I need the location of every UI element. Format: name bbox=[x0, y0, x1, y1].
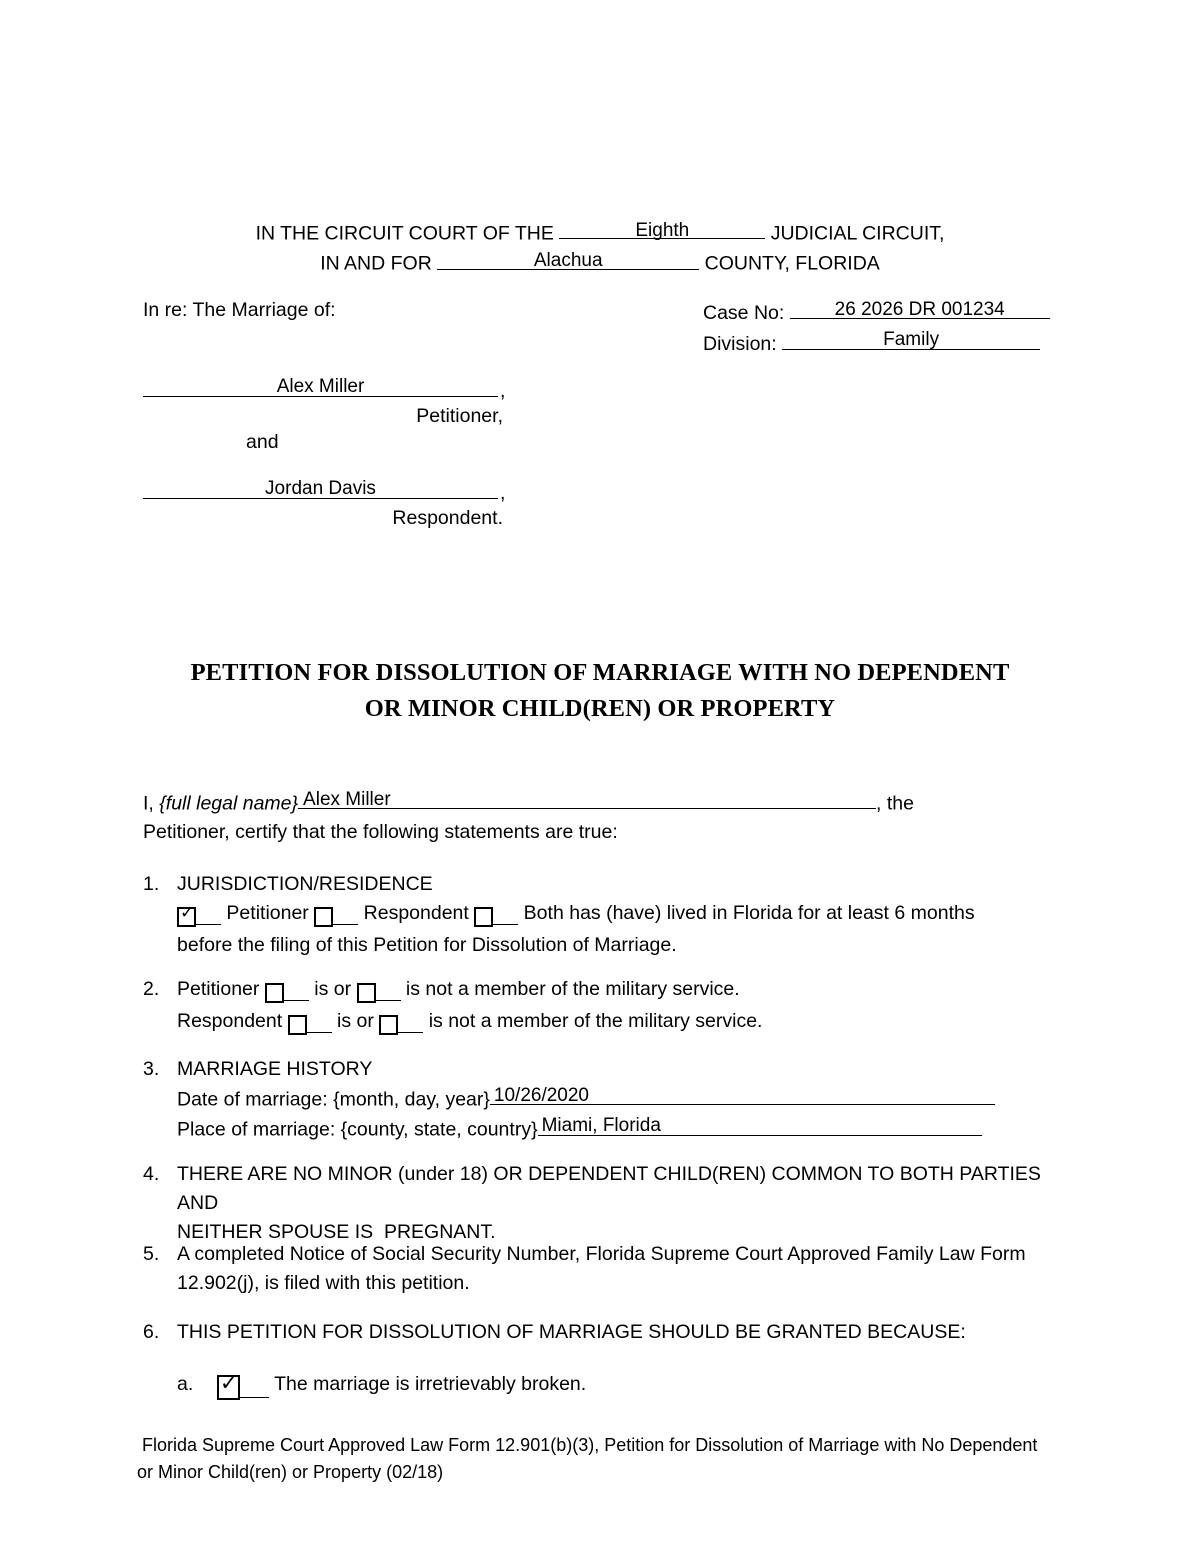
form-footer-line2: or Minor Child(ren) or Property (02/18) bbox=[137, 1462, 444, 1482]
division-row bbox=[703, 328, 1050, 358]
parties-spacer bbox=[143, 455, 563, 477]
checkbox-respondent-military-is-not-rule bbox=[397, 1017, 423, 1033]
item-1-body bbox=[177, 870, 1059, 960]
item-5-line2: 12.902(j), is filed with this petition. bbox=[177, 1272, 470, 1294]
item-3-heading: MARRIAGE HISTORY bbox=[177, 1058, 373, 1080]
intro-suffix: , the bbox=[876, 792, 914, 815]
item-2-petitioner-row bbox=[177, 975, 1059, 1007]
checkbox-jurisdiction-both-rule bbox=[492, 909, 518, 925]
item-1-options-line bbox=[177, 899, 1059, 931]
checkbox-petitioner-military-is-box bbox=[265, 983, 284, 1003]
check-icon: ✓ bbox=[180, 902, 195, 923]
respondent-role-label: Respondent. bbox=[392, 507, 503, 529]
list-item-2 bbox=[143, 975, 1059, 1039]
list-item-1 bbox=[143, 870, 1059, 960]
item-2-petitioner-isnot-label: is not a member of the military service. bbox=[405, 978, 740, 1000]
respondent-name-comma: , bbox=[500, 482, 506, 504]
item-3-body bbox=[177, 1055, 1059, 1145]
checkbox-irretrievably-broken-rule bbox=[239, 1378, 269, 1398]
form-footer bbox=[137, 1432, 1057, 1486]
division-label: Division: bbox=[703, 332, 777, 355]
item-2-respondent-label: Respondent bbox=[177, 1010, 283, 1032]
division-value: Family bbox=[883, 329, 940, 351]
item-3-number: 3. bbox=[143, 1058, 160, 1080]
checkbox-jurisdiction-both[interactable] bbox=[474, 902, 518, 931]
circuit-field[interactable] bbox=[559, 218, 765, 248]
item-3-date-label: Date of marriage: bbox=[177, 1088, 334, 1111]
caption-county-prefix: IN AND FOR bbox=[320, 252, 432, 275]
checkbox-petitioner-military-is[interactable] bbox=[265, 978, 309, 1007]
court-caption bbox=[143, 218, 1057, 279]
item-2-respondent-row bbox=[177, 1007, 1059, 1039]
item-1-tail-text: has (have) lived in Florida for at least 6 months bbox=[569, 902, 975, 924]
item-2-respondent-is-label: is or bbox=[337, 1010, 374, 1032]
division-field[interactable] bbox=[782, 328, 1040, 358]
place-of-marriage-value: Miami, Florida bbox=[541, 1115, 661, 1137]
page-title bbox=[143, 655, 1057, 727]
in-re-label: In re: The Marriage of: bbox=[143, 299, 336, 321]
item-4-line2: NEITHER SPOUSE IS PREGNANT. bbox=[177, 1221, 496, 1243]
checkbox-jurisdiction-petitioner-label: Petitioner bbox=[226, 902, 309, 924]
intro-legal-name-hint: {full legal name} bbox=[159, 792, 299, 815]
page-title-line1: PETITION FOR DISSOLUTION OF MARRIAGE WITH NO DEPENDENT bbox=[190, 659, 1010, 686]
case-number-value: 26 2026 DR 001234 bbox=[834, 299, 1005, 320]
parties-block bbox=[143, 375, 563, 531]
item-5-body bbox=[177, 1240, 1059, 1298]
county-field[interactable] bbox=[437, 248, 699, 278]
checkbox-respondent-military-is-box bbox=[288, 1015, 307, 1035]
intro-block bbox=[143, 788, 1059, 847]
case-number-label: Case No: bbox=[703, 302, 785, 325]
checkbox-jurisdiction-petitioner-box bbox=[177, 902, 196, 927]
petitioner-name-comma: , bbox=[500, 380, 506, 402]
checkbox-jurisdiction-respondent-label: Respondent bbox=[363, 902, 469, 924]
intro-prefix: I, bbox=[143, 792, 160, 815]
petitioner-name-value: Alex Miller bbox=[276, 376, 365, 397]
caption-county-suffix: COUNTY, FLORIDA bbox=[704, 252, 880, 275]
item-6a-letter: a. bbox=[177, 1373, 194, 1395]
petitioner-role-label: Petitioner, bbox=[416, 405, 503, 427]
checkbox-petitioner-military-is-rule bbox=[283, 985, 309, 1001]
checkbox-petitioner-military-is-not[interactable] bbox=[357, 978, 401, 1007]
item-3-place-label: Place of marriage: bbox=[177, 1118, 341, 1141]
item-2-respondent-isnot-label: is not a member of the military service. bbox=[428, 1010, 763, 1032]
checkbox-respondent-military-is-rule bbox=[306, 1017, 332, 1033]
date-of-marriage-field[interactable] bbox=[490, 1084, 995, 1114]
caption-circuit-suffix: JUDICIAL CIRCUIT, bbox=[770, 222, 945, 245]
list-item-6a bbox=[177, 1370, 1057, 1402]
item-2-number: 2. bbox=[143, 978, 160, 1000]
list-item-3 bbox=[143, 1055, 1059, 1145]
checkbox-respondent-military-is-not[interactable] bbox=[379, 1010, 423, 1039]
item-6-heading: THIS PETITION FOR DISSOLUTION OF MARRIAGE SHOULD BE GRANTED BECAUSE: bbox=[177, 1321, 966, 1343]
item-2-petitioner-is-label: is or bbox=[314, 978, 352, 1000]
checkbox-jurisdiction-petitioner[interactable] bbox=[177, 902, 221, 931]
list-item-6 bbox=[143, 1318, 1059, 1347]
checkbox-petitioner-military-is-not-rule bbox=[375, 985, 401, 1001]
checkbox-respondent-military-is[interactable] bbox=[288, 1010, 332, 1039]
list-item-4 bbox=[143, 1160, 1059, 1247]
item-5-line1: A completed Notice of Social Security Number, Florida Supreme Court Approved Family Law Form bbox=[177, 1243, 1026, 1265]
case-number-field[interactable] bbox=[790, 298, 1050, 328]
caption-circuit-prefix: IN THE CIRCUIT COURT OF THE bbox=[255, 222, 554, 245]
item-6a-label: The marriage is irretrievably broken. bbox=[274, 1373, 587, 1395]
place-of-marriage-field[interactable] bbox=[538, 1114, 982, 1144]
intro-line2: Petitioner, certify that the following statements are true: bbox=[143, 821, 618, 844]
checkbox-respondent-military-is-not-box bbox=[379, 1015, 398, 1035]
item-1-heading: JURISDICTION/RESIDENCE bbox=[177, 873, 433, 895]
item-3-place-row bbox=[177, 1114, 1059, 1144]
item-2-body bbox=[177, 975, 1059, 1039]
checkbox-jurisdiction-both-box bbox=[474, 907, 493, 927]
caption-county-line bbox=[143, 248, 1057, 278]
checkbox-jurisdiction-respondent-rule bbox=[332, 909, 358, 925]
checkbox-jurisdiction-respondent[interactable] bbox=[314, 902, 358, 931]
item-5-number: 5. bbox=[143, 1243, 160, 1265]
intro-name-value: Alex Miller bbox=[303, 789, 391, 810]
checkbox-petitioner-military-is-not-box bbox=[357, 983, 376, 1003]
check-icon: ✓ bbox=[220, 1371, 238, 1396]
item-4-line1: THERE ARE NO MINOR (under 18) OR DEPENDENT CHILD(REN) COMMON TO BOTH PARTIES AND bbox=[177, 1163, 1041, 1214]
page-title-line2: OR MINOR CHILD(REN) OR PROPERTY bbox=[364, 695, 836, 722]
case-info-block bbox=[703, 298, 1050, 359]
respondent-name-value: Jordan Davis bbox=[265, 478, 376, 499]
caption-circuit-line bbox=[143, 218, 1057, 248]
item-1-number: 1. bbox=[143, 873, 160, 895]
item-6a-body bbox=[217, 1370, 1099, 1402]
checkbox-irretrievably-broken-box bbox=[217, 1371, 240, 1400]
county-field-value: Alachua bbox=[533, 250, 603, 272]
and-label: and bbox=[246, 431, 279, 453]
item-3-date-row bbox=[177, 1084, 1059, 1114]
item-6-body bbox=[177, 1318, 1059, 1347]
item-3-place-hint: {county, state, country} bbox=[340, 1118, 538, 1141]
item-3-date-hint: {month, day, year} bbox=[333, 1088, 490, 1111]
item-6-number: 6. bbox=[143, 1321, 160, 1343]
checkbox-jurisdiction-petitioner-rule bbox=[195, 909, 221, 925]
intro-name-field[interactable] bbox=[298, 788, 876, 818]
list-item-5 bbox=[143, 1240, 1059, 1298]
item-6a-row bbox=[217, 1370, 1099, 1402]
circuit-field-value: Eighth bbox=[635, 220, 690, 241]
checkbox-jurisdiction-respondent-box bbox=[314, 907, 333, 927]
respondent-name-field[interactable] bbox=[143, 477, 563, 505]
intro-line1 bbox=[143, 788, 1059, 818]
checkbox-irretrievably-broken[interactable] bbox=[217, 1373, 269, 1402]
item-4-body bbox=[177, 1160, 1059, 1247]
item-1-both-label: Both bbox=[523, 902, 564, 924]
form-footer-line1: Florida Supreme Court Approved Law Form 12.901(b)(3), Petition for Dissolution of Marriage with No Dependent bbox=[137, 1435, 1038, 1455]
date-of-marriage-value: 10/26/2020 bbox=[493, 1085, 589, 1106]
item-2-petitioner-label: Petitioner bbox=[177, 978, 260, 1000]
petitioner-name-field[interactable] bbox=[143, 375, 563, 403]
item-1-line3: before the filing of this Petition for Dissolution of Marriage. bbox=[177, 934, 677, 956]
case-number-row bbox=[703, 298, 1050, 328]
item-4-number: 4. bbox=[143, 1163, 160, 1185]
